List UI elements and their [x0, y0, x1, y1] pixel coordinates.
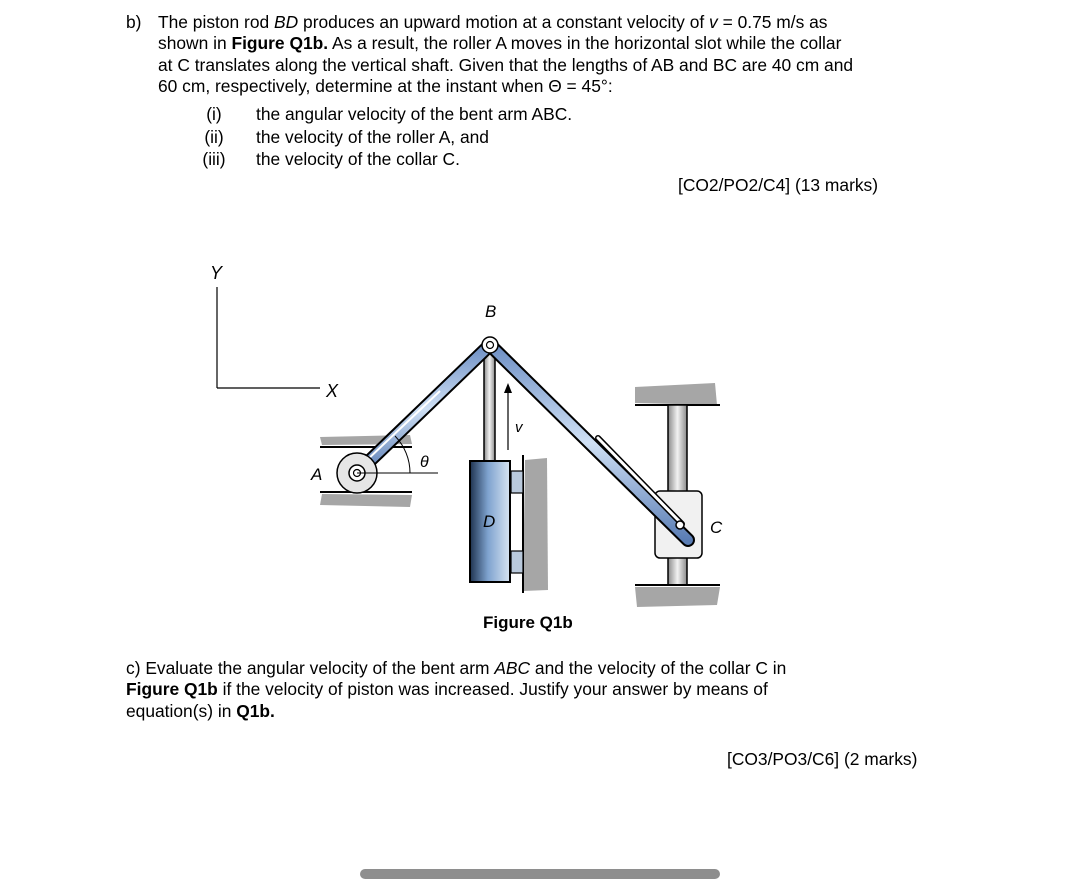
arm-bc	[490, 345, 688, 540]
marks-c: [CO3/PO3/C6] (2 marks)	[727, 749, 918, 769]
question-b-line-3: at C translates along the vertical shaft. Given that the lengths of AB and BC are 40 cm and	[158, 54, 854, 75]
axes	[217, 287, 320, 388]
question-c-line-2: Figure Q1b if the velocity of piston was increased. Justify your answer by means of	[126, 679, 768, 700]
label-v: v	[515, 419, 523, 436]
marks-b: [CO2/PO2/C4] (13 marks)	[678, 175, 879, 195]
label-a: A	[311, 465, 323, 484]
pin-c	[676, 521, 684, 529]
question-c-line-3: equation(s) in Q1b.	[126, 700, 275, 721]
question-c	[126, 658, 926, 722]
pin-b	[482, 337, 498, 353]
label-y: Y	[210, 263, 223, 283]
label-theta: θ	[420, 454, 429, 471]
figure-q1b	[180, 255, 740, 615]
question-b-line-1: The piston rod BD produces an upward motion at a constant velocity of v = 0.75 m/s as	[158, 12, 828, 32]
question-b-label: b)	[126, 12, 142, 32]
figure-caption: Figure Q1b	[483, 613, 573, 632]
label-c: C	[710, 518, 723, 537]
label-x: X	[326, 381, 339, 401]
label-b: B	[485, 302, 497, 321]
piston-rod	[484, 351, 495, 461]
label-d: D	[483, 512, 496, 531]
velocity-arrow	[504, 383, 512, 450]
scroll-indicator[interactable]	[360, 869, 720, 879]
mechanism-diagram	[180, 255, 740, 615]
question-b-line-4: 60 cm, respectively, determine at the instant when Θ = 45°:	[158, 76, 613, 97]
piston-mount	[511, 455, 548, 593]
question-b-line-2: shown in Figure Q1b. As a result, the roller A moves in the horizontal slot while the collar	[158, 33, 842, 54]
question-c-line-1: c) Evaluate the angular velocity of the bent arm ABC and the velocity of the collar C in	[126, 658, 787, 678]
